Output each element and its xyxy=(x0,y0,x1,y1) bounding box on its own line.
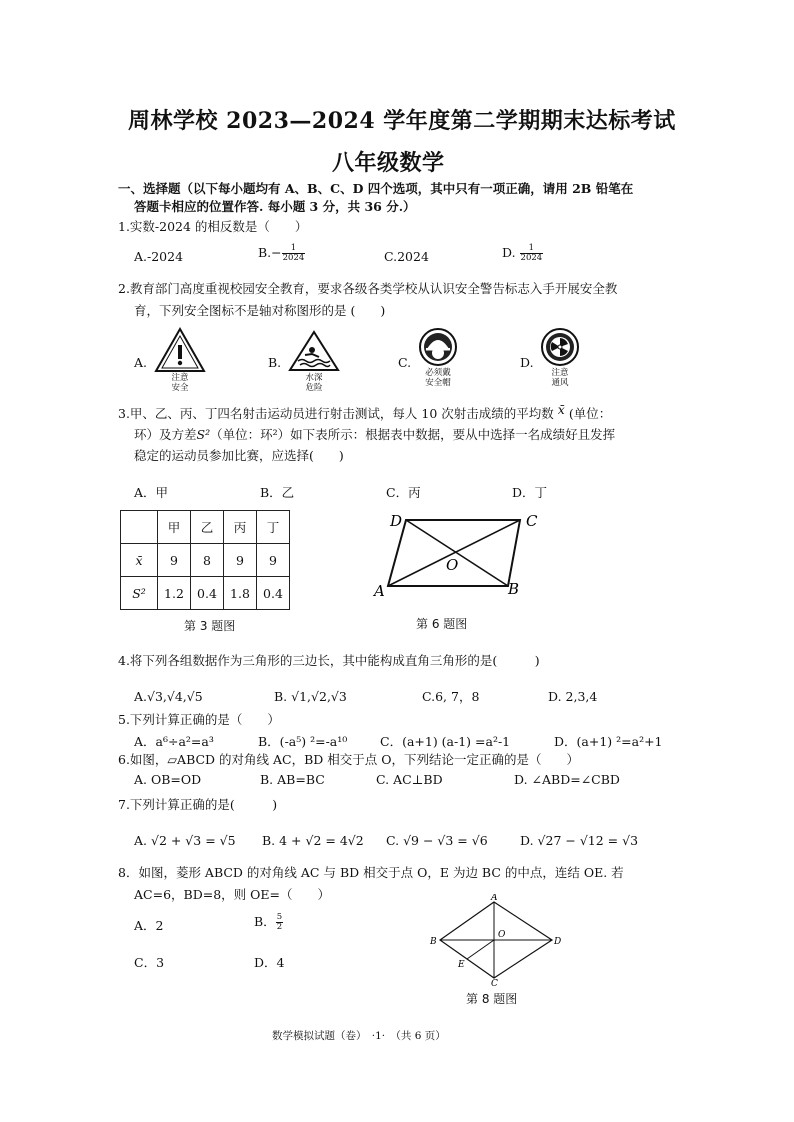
table-header-row xyxy=(121,511,290,544)
q3-option-a: A．甲 xyxy=(134,485,169,500)
table-cell: 乙 xyxy=(191,511,224,544)
q4-option-c: C.6, 7，8 xyxy=(422,689,480,704)
q8-stem-line2: AC=6，BD=8，则 OE=（ ） xyxy=(134,887,330,902)
q3-option-d: D．丁 xyxy=(512,485,548,500)
table-cell: 0.4 xyxy=(191,577,224,610)
fig8-label-c: C xyxy=(491,979,498,986)
table-cell: 甲 xyxy=(158,511,191,544)
q6-stem: 6.如图，▱ABCD 的对角线 AC，BD 相交于点 O，下列结论一定正确的是（ ） xyxy=(118,752,580,767)
q3-stem-line3: 稳定的运动员参加比赛，应选择( ) xyxy=(134,448,344,463)
q1-option-a: A.-2024 xyxy=(134,249,184,264)
fig8-label-o: O xyxy=(498,930,506,940)
fig8-label-b: B xyxy=(430,937,437,947)
table-row xyxy=(121,544,290,577)
q7-stem: 7.下列计算正确的是( ) xyxy=(118,797,278,812)
q5-option-d: D．(a+1) ²=a²+1 xyxy=(554,734,663,749)
fig8-label-d: D xyxy=(554,937,562,947)
exam-title: 周林学校 2023—2024 学年度第二学期期末达标考试 xyxy=(128,108,676,134)
q4-option-b: B. √1,√2,√3 xyxy=(274,689,347,704)
q2-option-c: C. xyxy=(398,355,412,370)
table-cell xyxy=(121,511,158,544)
deep-water-sign-icon xyxy=(288,330,340,372)
table-cell: 丁 xyxy=(257,511,290,544)
q3-option-b: B．乙 xyxy=(260,485,295,500)
q5-stem: 5.下列计算正确的是（ ） xyxy=(118,712,280,727)
fig8-caption: 第 8 题图 xyxy=(466,992,518,1006)
table-cell: 9 xyxy=(158,544,191,577)
q5-option-b: B．(-a⁵) ²=-a¹⁰ xyxy=(258,734,348,749)
fig6-label-c: C xyxy=(526,512,538,530)
table-cell: 0.4 xyxy=(257,577,290,610)
table-cell: S² xyxy=(121,577,158,610)
sign-b-label: 水深 危险 xyxy=(305,373,323,393)
q7-option-d: D. √27 − √12 = √3 xyxy=(520,833,639,848)
sign-d-label: 注意 通风 xyxy=(551,368,569,388)
q4-option-d: D. 2,3,4 xyxy=(548,689,598,704)
q3-stem-line1: 3.甲、乙、丙、丁四名射击运动员进行射击测试，每人 10 次射击成绩的平均数 x̄ (单位： xyxy=(118,402,612,421)
q2-option-d: D. xyxy=(520,355,534,370)
q4-stem: 4.将下列各组数据作为三角形的三边长，其中能构成直角三角形的是( ) xyxy=(118,653,540,668)
sign-a-label: 注意 安全 xyxy=(171,373,189,393)
q8-option-b: B． $\frac{5}{2}$ xyxy=(254,912,283,932)
q8-option-c: C．3 xyxy=(134,955,165,970)
q6-option-a: A. OB=OD xyxy=(134,772,202,787)
q2-option-a: A. xyxy=(134,355,148,370)
table-cell: 9 xyxy=(257,544,290,577)
q1-option-b: B.− $\frac{1}{2024}$ xyxy=(258,243,305,263)
warning-triangle-icon xyxy=(154,327,206,373)
q7-option-b: B. 4 + √2 = 4√2 xyxy=(262,833,364,848)
exam-subtitle: 八年级数学 xyxy=(332,150,445,176)
q7-option-a: A. √2 + √3 = √5 xyxy=(134,833,236,848)
q6-option-c: C. AC⊥BD xyxy=(376,772,443,787)
parallelogram-figure xyxy=(372,508,552,602)
sign-c-label: 必须戴 安全帽 xyxy=(425,368,451,388)
q8-option-d: D．4 xyxy=(254,955,285,970)
fig6-caption: 第 6 题图 xyxy=(416,617,468,631)
fig8-label-a: A xyxy=(491,894,498,903)
q2-stem-line2: 育，下列安全图标不是轴对称图形的是 ( ) xyxy=(134,303,386,318)
q8-stem-line1: 8．如图，菱形 ABCD 的对角线 AC 与 BD 相交于点 O，E 为边 BC 的中点，连结 OE. 若 xyxy=(118,865,624,880)
page-footer: 数学模拟试题（卷） ·1· （共 6 页） xyxy=(272,1030,446,1042)
q5-option-a: A．a⁶÷a²=a³ xyxy=(134,734,214,749)
table-cell: 1.2 xyxy=(158,577,191,610)
helmet-sign-icon xyxy=(418,327,458,367)
q4-option-a: A.√3,√4,√5 xyxy=(134,689,203,704)
q1-option-d: D. $\frac{1}{2024}$ xyxy=(502,243,543,263)
q3-option-c: C．丙 xyxy=(386,485,421,500)
fig8-label-e: E xyxy=(458,960,465,970)
q2-stem-line1: 2.教育部门高度重视校园安全教育，要求各级各类学校从认识安全警告标志入手开展安全教 xyxy=(118,281,618,296)
table-cell: 丙 xyxy=(224,511,257,544)
q6-option-b: B. AB=BC xyxy=(260,772,325,787)
ventilation-fan-icon xyxy=(540,327,580,367)
q8-option-a: A．2 xyxy=(134,918,164,933)
section-heading-line2: 答题卡相应的位置作答. 每小题 3 分，共 36 分.） xyxy=(134,199,416,214)
table-cell: 8 xyxy=(191,544,224,577)
q6-option-d: D. ∠ABD=∠CBD xyxy=(514,772,620,787)
table-cell: x̄ xyxy=(121,544,158,577)
fig6-label-b: B xyxy=(508,580,520,598)
rhombus-figure xyxy=(428,894,568,986)
q1-option-c: C.2024 xyxy=(384,249,429,264)
fig6-label-o: O xyxy=(446,556,459,574)
table-cell: 9 xyxy=(224,544,257,577)
table-row xyxy=(121,577,290,610)
q2-option-b: B. xyxy=(268,355,282,370)
fig6-label-a: A xyxy=(374,582,385,600)
fig6-label-d: D xyxy=(390,512,403,530)
q7-option-c: C. √9 − √3 = √6 xyxy=(386,833,488,848)
table-cell: 1.8 xyxy=(224,577,257,610)
q3-score-table xyxy=(120,510,290,610)
q1-stem: 1.实数-2024 的相反数是（ ） xyxy=(118,219,308,234)
section-heading-line1: 一、选择题（以下每小题均有 A、B、C、D 四个选项，其中只有一项正确，请用 2B 铅笔在 xyxy=(118,181,634,196)
q5-option-c: C．(a+1) (a-1) =a²-1 xyxy=(380,734,511,749)
q3-figure-caption: 第 3 题图 xyxy=(184,619,236,633)
q3-stem-line2: 环）及方差S²（单位：环²）如下表所示：根据表中数据，要从中选择一名成绩好且发挥 xyxy=(134,427,616,442)
